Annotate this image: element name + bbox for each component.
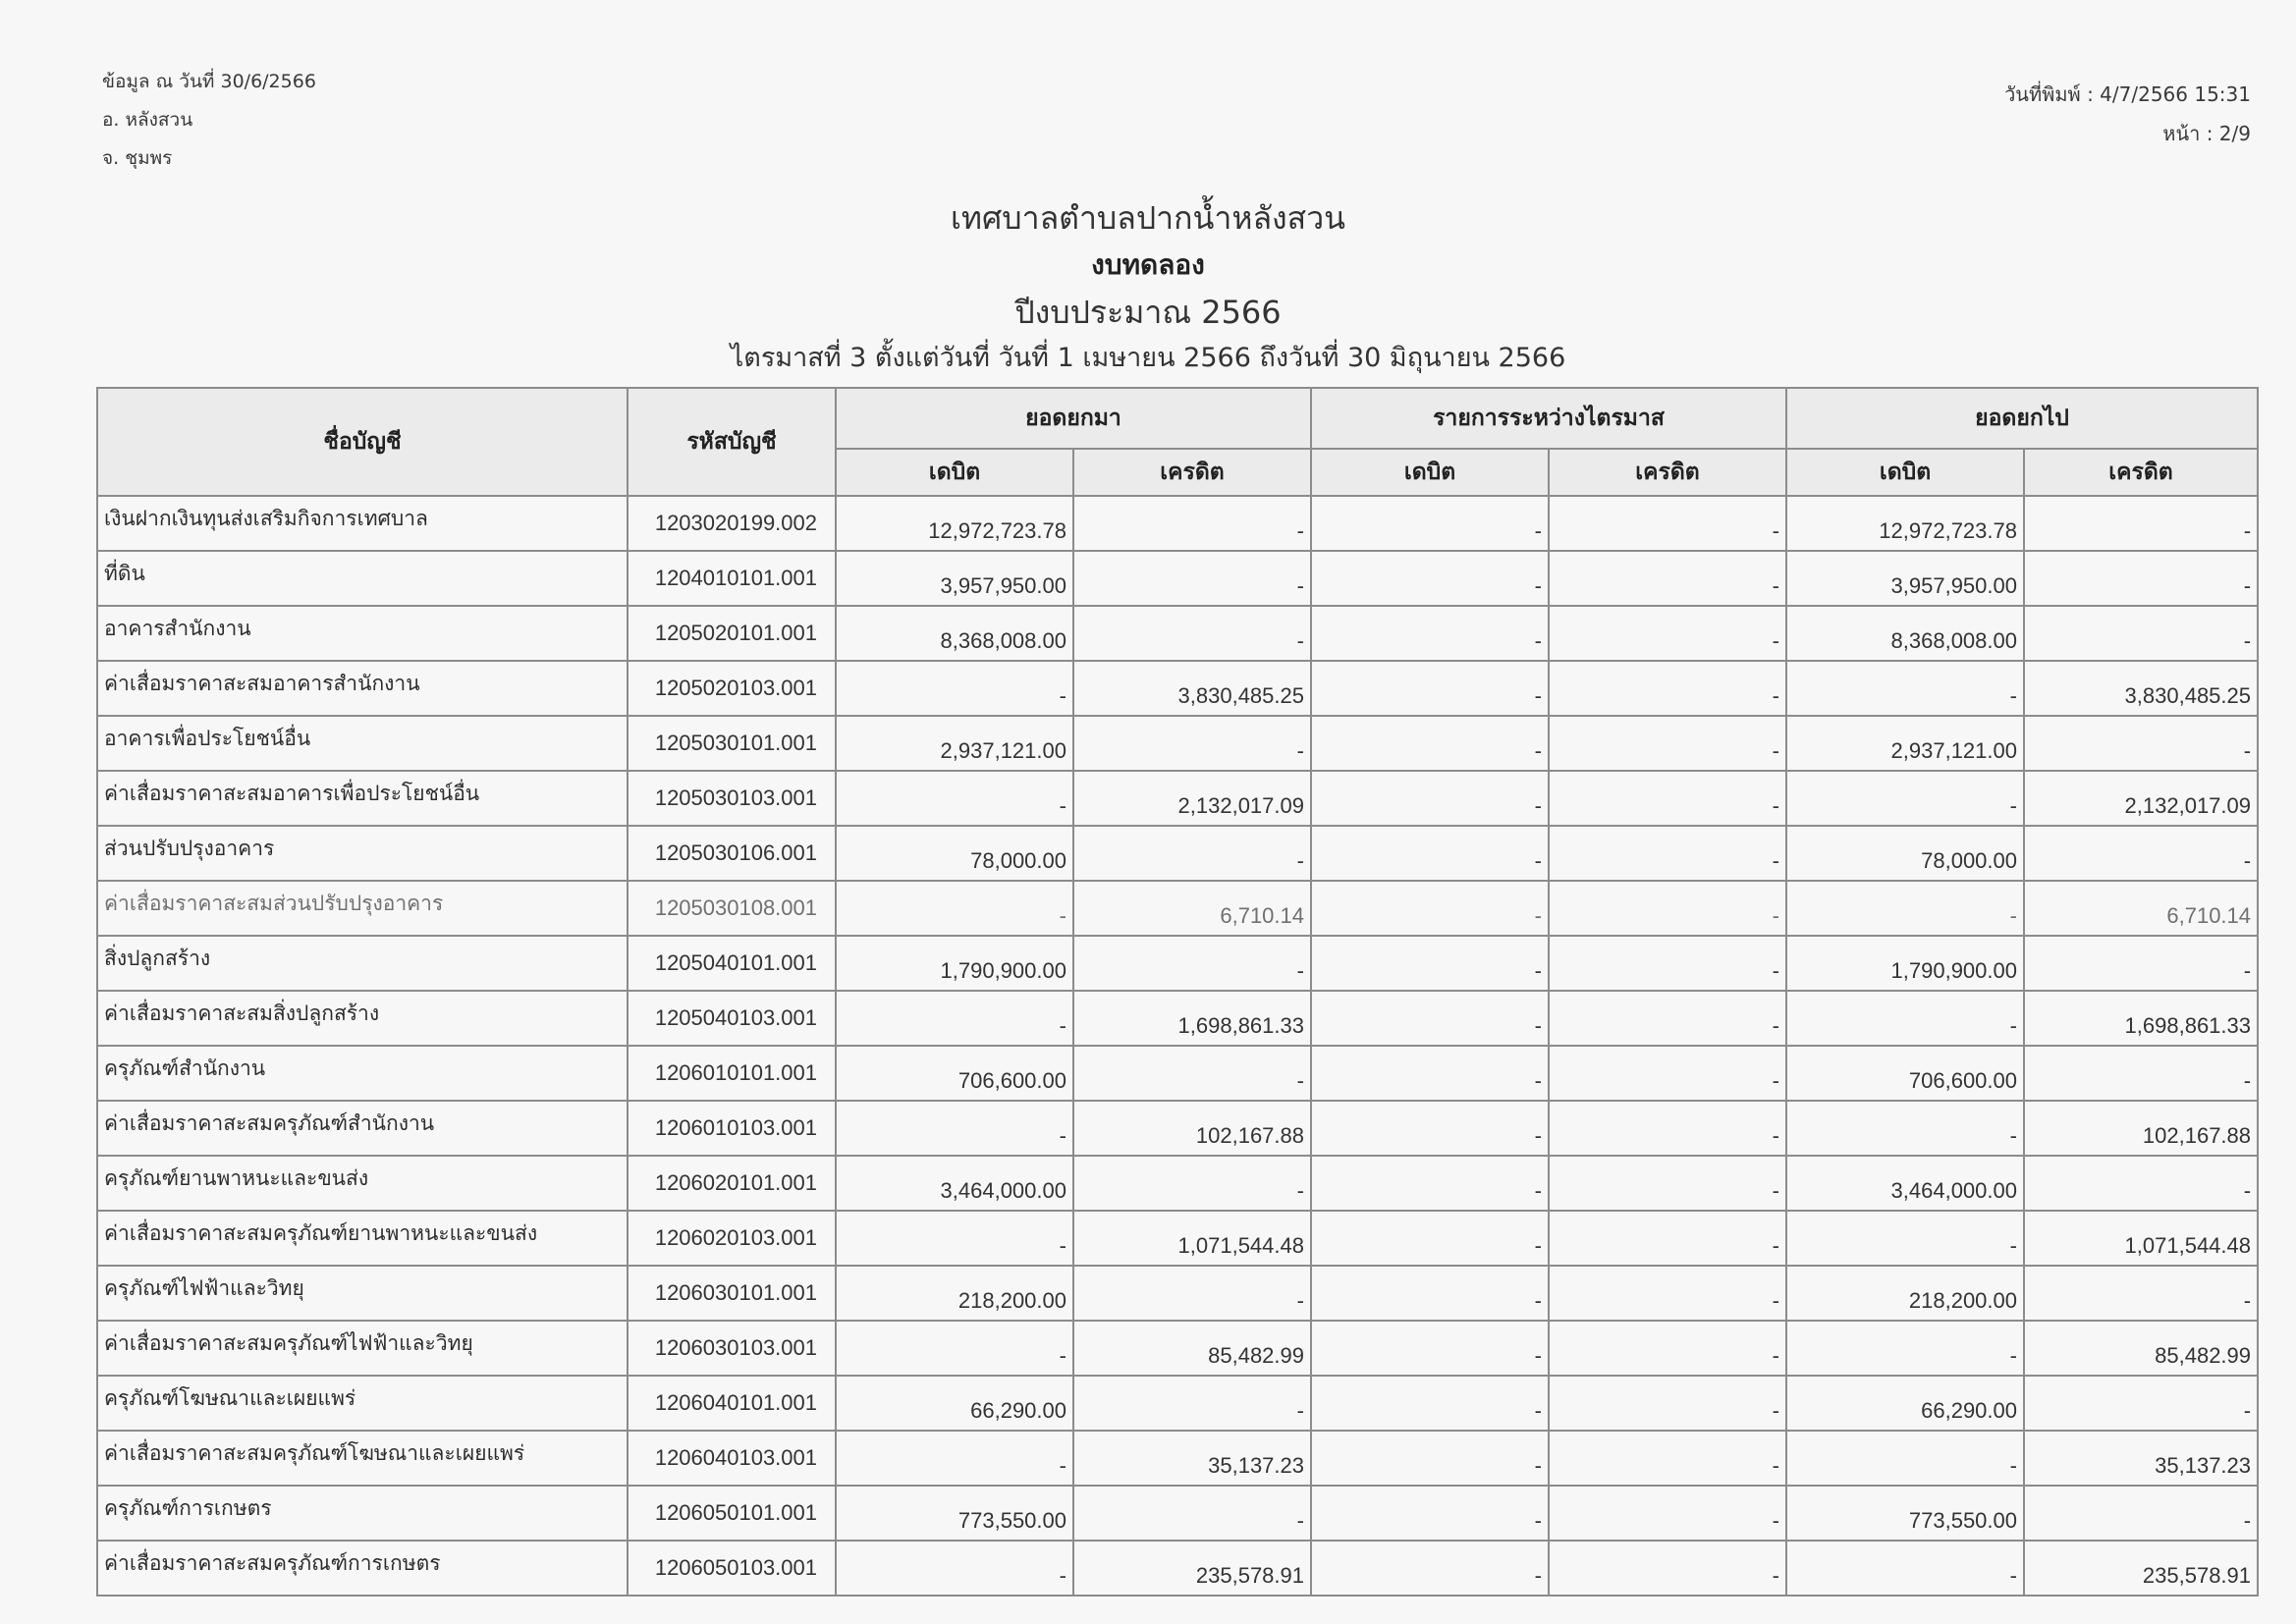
account-name-cell: ค่าเสื่อมราคาสะสมอาคารสำนักงาน (97, 661, 628, 716)
bf-credit-cell: - (1073, 716, 1311, 771)
bf-credit-cell: 102,167.88 (1073, 1101, 1311, 1156)
account-code-cell: 1206050101.001 (628, 1486, 836, 1541)
table-row (97, 606, 2258, 661)
account-code-cell: 1206040101.001 (628, 1376, 836, 1431)
bf-credit-cell: - (1073, 1266, 1311, 1321)
table-row (97, 1046, 2258, 1101)
cf-credit-cell: - (2024, 936, 2258, 991)
bf-credit-cell: - (1073, 1156, 1311, 1211)
cf-debit-cell: - (1786, 1321, 2024, 1376)
cf-debit-cell: 218,200.00 (1786, 1266, 2024, 1321)
quarter-debit-cell: - (1311, 606, 1549, 661)
account-code-cell: 1205020101.001 (628, 606, 836, 661)
bf-credit-cell: 1,698,861.33 (1073, 991, 1311, 1046)
account-code-cell: 1203020199.002 (628, 496, 836, 551)
quarter-credit-cell: - (1549, 1541, 1786, 1596)
account-name-cell: อาคารสำนักงาน (97, 606, 628, 661)
bf-debit-cell: 78,000.00 (836, 826, 1073, 881)
table-row (97, 1101, 2258, 1156)
cf-debit-cell: - (1786, 1541, 2024, 1596)
account-name-cell: ครุภัณฑ์โฆษณาและเผยแพร่ (97, 1376, 628, 1431)
table-row (97, 1541, 2258, 1596)
bf-debit-cell: 66,290.00 (836, 1376, 1073, 1431)
quarter-credit-cell: - (1549, 1156, 1786, 1211)
quarter-credit-cell: - (1549, 1101, 1786, 1156)
table-row (97, 1486, 2258, 1541)
bf-debit-cell: - (836, 991, 1073, 1046)
account-name-cell: ค่าเสื่อมราคาสะสมครุภัณฑ์การเกษตร (97, 1541, 628, 1596)
quarter-debit-cell: - (1311, 1486, 1549, 1541)
cf-debit-cell: - (1786, 771, 2024, 826)
quarter-debit-cell: - (1311, 716, 1549, 771)
bf-credit-cell: 6,710.14 (1073, 881, 1311, 936)
bf-debit-cell: 3,957,950.00 (836, 551, 1073, 606)
account-name-cell: ครุภัณฑ์ไฟฟ้าและวิทยุ (97, 1266, 628, 1321)
bf-debit-cell: 1,790,900.00 (836, 936, 1073, 991)
column-header-cf-credit: เครดิต (2024, 449, 2258, 496)
account-name-cell: ค่าเสื่อมราคาสะสมอาคารเพื่อประโยชน์อื่น (97, 771, 628, 826)
quarter-credit-cell: - (1549, 1486, 1786, 1541)
quarter-credit-cell: - (1549, 606, 1786, 661)
bf-credit-cell: 235,578.91 (1073, 1541, 1311, 1596)
cf-debit-cell: 8,368,008.00 (1786, 606, 2024, 661)
bf-credit-cell: 2,132,017.09 (1073, 771, 1311, 826)
account-code-cell: 1204010101.001 (628, 551, 836, 606)
table-row (97, 716, 2258, 771)
cf-credit-cell: - (2024, 1376, 2258, 1431)
quarter-credit-cell: - (1549, 661, 1786, 716)
group-header-brought-forward: ยอดยกมา (836, 388, 1311, 449)
cf-credit-cell: 35,137.23 (2024, 1431, 2258, 1486)
cf-credit-cell: 85,482.99 (2024, 1321, 2258, 1376)
account-name-cell: ครุภัณฑ์ยานพาหนะและขนส่ง (97, 1156, 628, 1211)
quarter-debit-cell: - (1311, 991, 1549, 1046)
cf-credit-cell: 235,578.91 (2024, 1541, 2258, 1596)
print-date: วันที่พิมพ์ : 4/7/2566 15:31 (2004, 82, 2251, 106)
cf-credit-cell: 1,698,861.33 (2024, 991, 2258, 1046)
bf-debit-cell: 8,368,008.00 (836, 606, 1073, 661)
quarter-debit-cell: - (1311, 551, 1549, 606)
quarter-debit-cell: - (1311, 826, 1549, 881)
quarter-credit-cell: - (1549, 1266, 1786, 1321)
quarter-credit-cell: - (1549, 991, 1786, 1046)
account-code-cell: 1205030106.001 (628, 826, 836, 881)
bf-debit-cell: - (836, 1321, 1073, 1376)
column-header-account-code: รหัสบัญชี (628, 388, 836, 496)
cf-credit-cell: - (2024, 606, 2258, 661)
table-row (97, 1321, 2258, 1376)
bf-debit-cell: - (836, 771, 1073, 826)
cf-credit-cell: 102,167.88 (2024, 1101, 2258, 1156)
bf-credit-cell: - (1073, 1046, 1311, 1101)
account-name-cell: เงินฝากเงินทุนส่งเสริมกิจการเทศบาล (97, 496, 628, 551)
bf-credit-cell: - (1073, 1376, 1311, 1431)
bf-credit-cell: - (1073, 826, 1311, 881)
table-row (97, 496, 2258, 551)
bf-debit-cell: - (836, 881, 1073, 936)
bf-credit-cell: - (1073, 496, 1311, 551)
bf-debit-cell: 12,972,723.78 (836, 496, 1073, 551)
column-header-quarter-credit: เครดิต (1549, 449, 1786, 496)
cf-credit-cell: 2,132,017.09 (2024, 771, 2258, 826)
cf-credit-cell: 1,071,544.48 (2024, 1211, 2258, 1266)
quarter-debit-cell: - (1311, 496, 1549, 551)
quarter-credit-cell: - (1549, 1321, 1786, 1376)
cf-credit-cell: - (2024, 1486, 2258, 1541)
bf-debit-cell: - (836, 1101, 1073, 1156)
cf-debit-cell: 1,790,900.00 (1786, 936, 2024, 991)
table-row (97, 661, 2258, 716)
account-code-cell: 1206040103.001 (628, 1431, 836, 1486)
quarter-credit-cell: - (1549, 1046, 1786, 1101)
quarter-debit-cell: - (1311, 661, 1549, 716)
district: อ. หลังสวน (102, 109, 193, 131)
account-name-cell: ที่ดิน (97, 551, 628, 606)
bf-credit-cell: 3,830,485.25 (1073, 661, 1311, 716)
account-name-cell: ค่าเสื่อมราคาสะสมสิ่งปลูกสร้าง (97, 991, 628, 1046)
bf-credit-cell: 35,137.23 (1073, 1431, 1311, 1486)
print-info (2004, 75, 2251, 153)
account-name-cell: ค่าเสื่อมราคาสะสมครุภัณฑ์โฆษณาและเผยแพร่ (97, 1431, 628, 1486)
cf-credit-cell: - (2024, 716, 2258, 771)
table-row (97, 1376, 2258, 1431)
group-header-carried-forward: ยอดยกไป (1786, 388, 2258, 449)
account-name-cell: สิ่งปลูกสร้าง (97, 936, 628, 991)
column-header-bf-credit: เครดิต (1073, 449, 1311, 496)
cf-credit-cell: - (2024, 826, 2258, 881)
quarter-debit-cell: - (1311, 771, 1549, 826)
column-header-account-name: ชื่อบัญชี (97, 388, 628, 496)
cf-debit-cell: 706,600.00 (1786, 1046, 2024, 1101)
quarter-credit-cell: - (1549, 826, 1786, 881)
table-row (97, 881, 2258, 936)
quarter-debit-cell: - (1311, 1101, 1549, 1156)
quarter-credit-cell: - (1549, 881, 1786, 936)
table-row (97, 1431, 2258, 1486)
account-code-cell: 1206030103.001 (628, 1321, 836, 1376)
table-row (97, 551, 2258, 606)
cf-debit-cell: 3,464,000.00 (1786, 1156, 2024, 1211)
cf-debit-cell: - (1786, 1211, 2024, 1266)
quarter-credit-cell: - (1549, 1431, 1786, 1486)
cf-debit-cell: - (1786, 661, 2024, 716)
table-row (97, 1156, 2258, 1211)
quarter-credit-cell: - (1549, 716, 1786, 771)
bf-credit-cell: - (1073, 551, 1311, 606)
bf-debit-cell: - (836, 1211, 1073, 1266)
account-name-cell: ส่วนปรับปรุงอาคาร (97, 826, 628, 881)
account-name-cell: อาคารเพื่อประโยชน์อื่น (97, 716, 628, 771)
quarter-debit-cell: - (1311, 1266, 1549, 1321)
bf-debit-cell: - (836, 661, 1073, 716)
account-code-cell: 1206020101.001 (628, 1156, 836, 1211)
cf-credit-cell: - (2024, 1046, 2258, 1101)
cf-credit-cell: 3,830,485.25 (2024, 661, 2258, 716)
cf-debit-cell: 2,937,121.00 (1786, 716, 2024, 771)
account-code-cell: 1205040101.001 (628, 936, 836, 991)
quarter-debit-cell: - (1311, 1046, 1549, 1101)
column-header-cf-debit: เดบิต (1786, 449, 2024, 496)
quarter-credit-cell: - (1549, 1376, 1786, 1431)
account-name-cell: ค่าเสื่อมราคาสะสมครุภัณฑ์ไฟฟ้าและวิทยุ (97, 1321, 628, 1376)
quarter-debit-cell: - (1311, 1321, 1549, 1376)
page-number: หน้า : 2/9 (2162, 122, 2251, 145)
table-row (97, 771, 2258, 826)
fiscal-year: ปีงบประมาณ 2566 (1014, 294, 1282, 331)
account-name-cell: ค่าเสื่อมราคาสะสมส่วนปรับปรุงอาคาร (97, 881, 628, 936)
table-row (97, 1211, 2258, 1266)
bf-credit-cell: 85,482.99 (1073, 1321, 1311, 1376)
quarter-credit-cell: - (1549, 1211, 1786, 1266)
quarter-debit-cell: - (1311, 936, 1549, 991)
report-meta (102, 63, 316, 178)
bf-credit-cell: - (1073, 936, 1311, 991)
account-name-cell: ค่าเสื่อมราคาสะสมครุภัณฑ์ยานพาหนะและขนส่ง (97, 1211, 628, 1266)
bf-debit-cell: 2,937,121.00 (836, 716, 1073, 771)
cf-debit-cell: 66,290.00 (1786, 1376, 2024, 1431)
cf-debit-cell: 773,550.00 (1786, 1486, 2024, 1541)
cf-credit-cell: - (2024, 496, 2258, 551)
account-code-cell: 1205020103.001 (628, 661, 836, 716)
cf-credit-cell: - (2024, 1156, 2258, 1211)
cf-debit-cell: - (1786, 1431, 2024, 1486)
quarter-credit-cell: - (1549, 496, 1786, 551)
report-period: ไตรมาสที่ 3 ตั้งแต่วันที่ วันที่ 1 เมษายน 2566 ถึงวันที่ 30 มิถุนายน 2566 (730, 343, 1566, 373)
account-name-cell: ค่าเสื่อมราคาสะสมครุภัณฑ์สำนักงาน (97, 1101, 628, 1156)
cf-debit-cell: 3,957,950.00 (1786, 551, 2024, 606)
account-code-cell: 1206010101.001 (628, 1046, 836, 1101)
header-row-groups (97, 388, 2258, 449)
column-header-bf-debit: เดบิต (836, 449, 1073, 496)
column-header-quarter-debit: เดบิต (1311, 449, 1549, 496)
report-titles (0, 194, 2296, 381)
table-body (97, 496, 2258, 1596)
account-name-cell: ครุภัณฑ์การเกษตร (97, 1486, 628, 1541)
cf-debit-cell: - (1786, 1101, 2024, 1156)
table-row (97, 936, 2258, 991)
cf-debit-cell: - (1786, 991, 2024, 1046)
bf-credit-cell: 1,071,544.48 (1073, 1211, 1311, 1266)
account-code-cell: 1205030108.001 (628, 881, 836, 936)
table-row (97, 1266, 2258, 1321)
bf-debit-cell: - (836, 1431, 1073, 1486)
quarter-debit-cell: - (1311, 1211, 1549, 1266)
quarter-debit-cell: - (1311, 881, 1549, 936)
cf-credit-cell: - (2024, 551, 2258, 606)
account-code-cell: 1206010103.001 (628, 1101, 836, 1156)
bf-debit-cell: - (836, 1541, 1073, 1596)
quarter-credit-cell: - (1549, 551, 1786, 606)
bf-debit-cell: 706,600.00 (836, 1046, 1073, 1101)
province: จ. ชุมพร (102, 147, 173, 169)
bf-debit-cell: 3,464,000.00 (836, 1156, 1073, 1211)
table-row (97, 826, 2258, 881)
bf-debit-cell: 773,550.00 (836, 1486, 1073, 1541)
quarter-credit-cell: - (1549, 936, 1786, 991)
bf-credit-cell: - (1073, 606, 1311, 661)
account-code-cell: 1206030101.001 (628, 1266, 836, 1321)
bf-credit-cell: - (1073, 1486, 1311, 1541)
account-code-cell: 1206050103.001 (628, 1541, 836, 1596)
account-code-cell: 1205030101.001 (628, 716, 836, 771)
quarter-debit-cell: - (1311, 1541, 1549, 1596)
table-row (97, 991, 2258, 1046)
account-code-cell: 1205030103.001 (628, 771, 836, 826)
cf-debit-cell: - (1786, 881, 2024, 936)
quarter-credit-cell: - (1549, 771, 1786, 826)
quarter-debit-cell: - (1311, 1431, 1549, 1486)
quarter-debit-cell: - (1311, 1156, 1549, 1211)
account-name-cell: ครุภัณฑ์สำนักงาน (97, 1046, 628, 1101)
organization-title: เทศบาลตำบลปากน้ำหลังสวน (950, 199, 1346, 237)
cf-debit-cell: 78,000.00 (1786, 826, 2024, 881)
account-code-cell: 1206020103.001 (628, 1211, 836, 1266)
cf-debit-cell: 12,972,723.78 (1786, 496, 2024, 551)
bf-debit-cell: 218,200.00 (836, 1266, 1073, 1321)
report-title: งบทดลอง (1091, 248, 1205, 281)
cf-credit-cell: 6,710.14 (2024, 881, 2258, 936)
quarter-debit-cell: - (1311, 1376, 1549, 1431)
account-code-cell: 1205040103.001 (628, 991, 836, 1046)
cf-credit-cell: - (2024, 1266, 2258, 1321)
data-as-of: ข้อมูล ณ วันที่ 30/6/2566 (102, 71, 316, 92)
trial-balance-table (96, 387, 2259, 1597)
group-header-during-quarter: รายการระหว่างไตรมาส (1311, 388, 1786, 449)
